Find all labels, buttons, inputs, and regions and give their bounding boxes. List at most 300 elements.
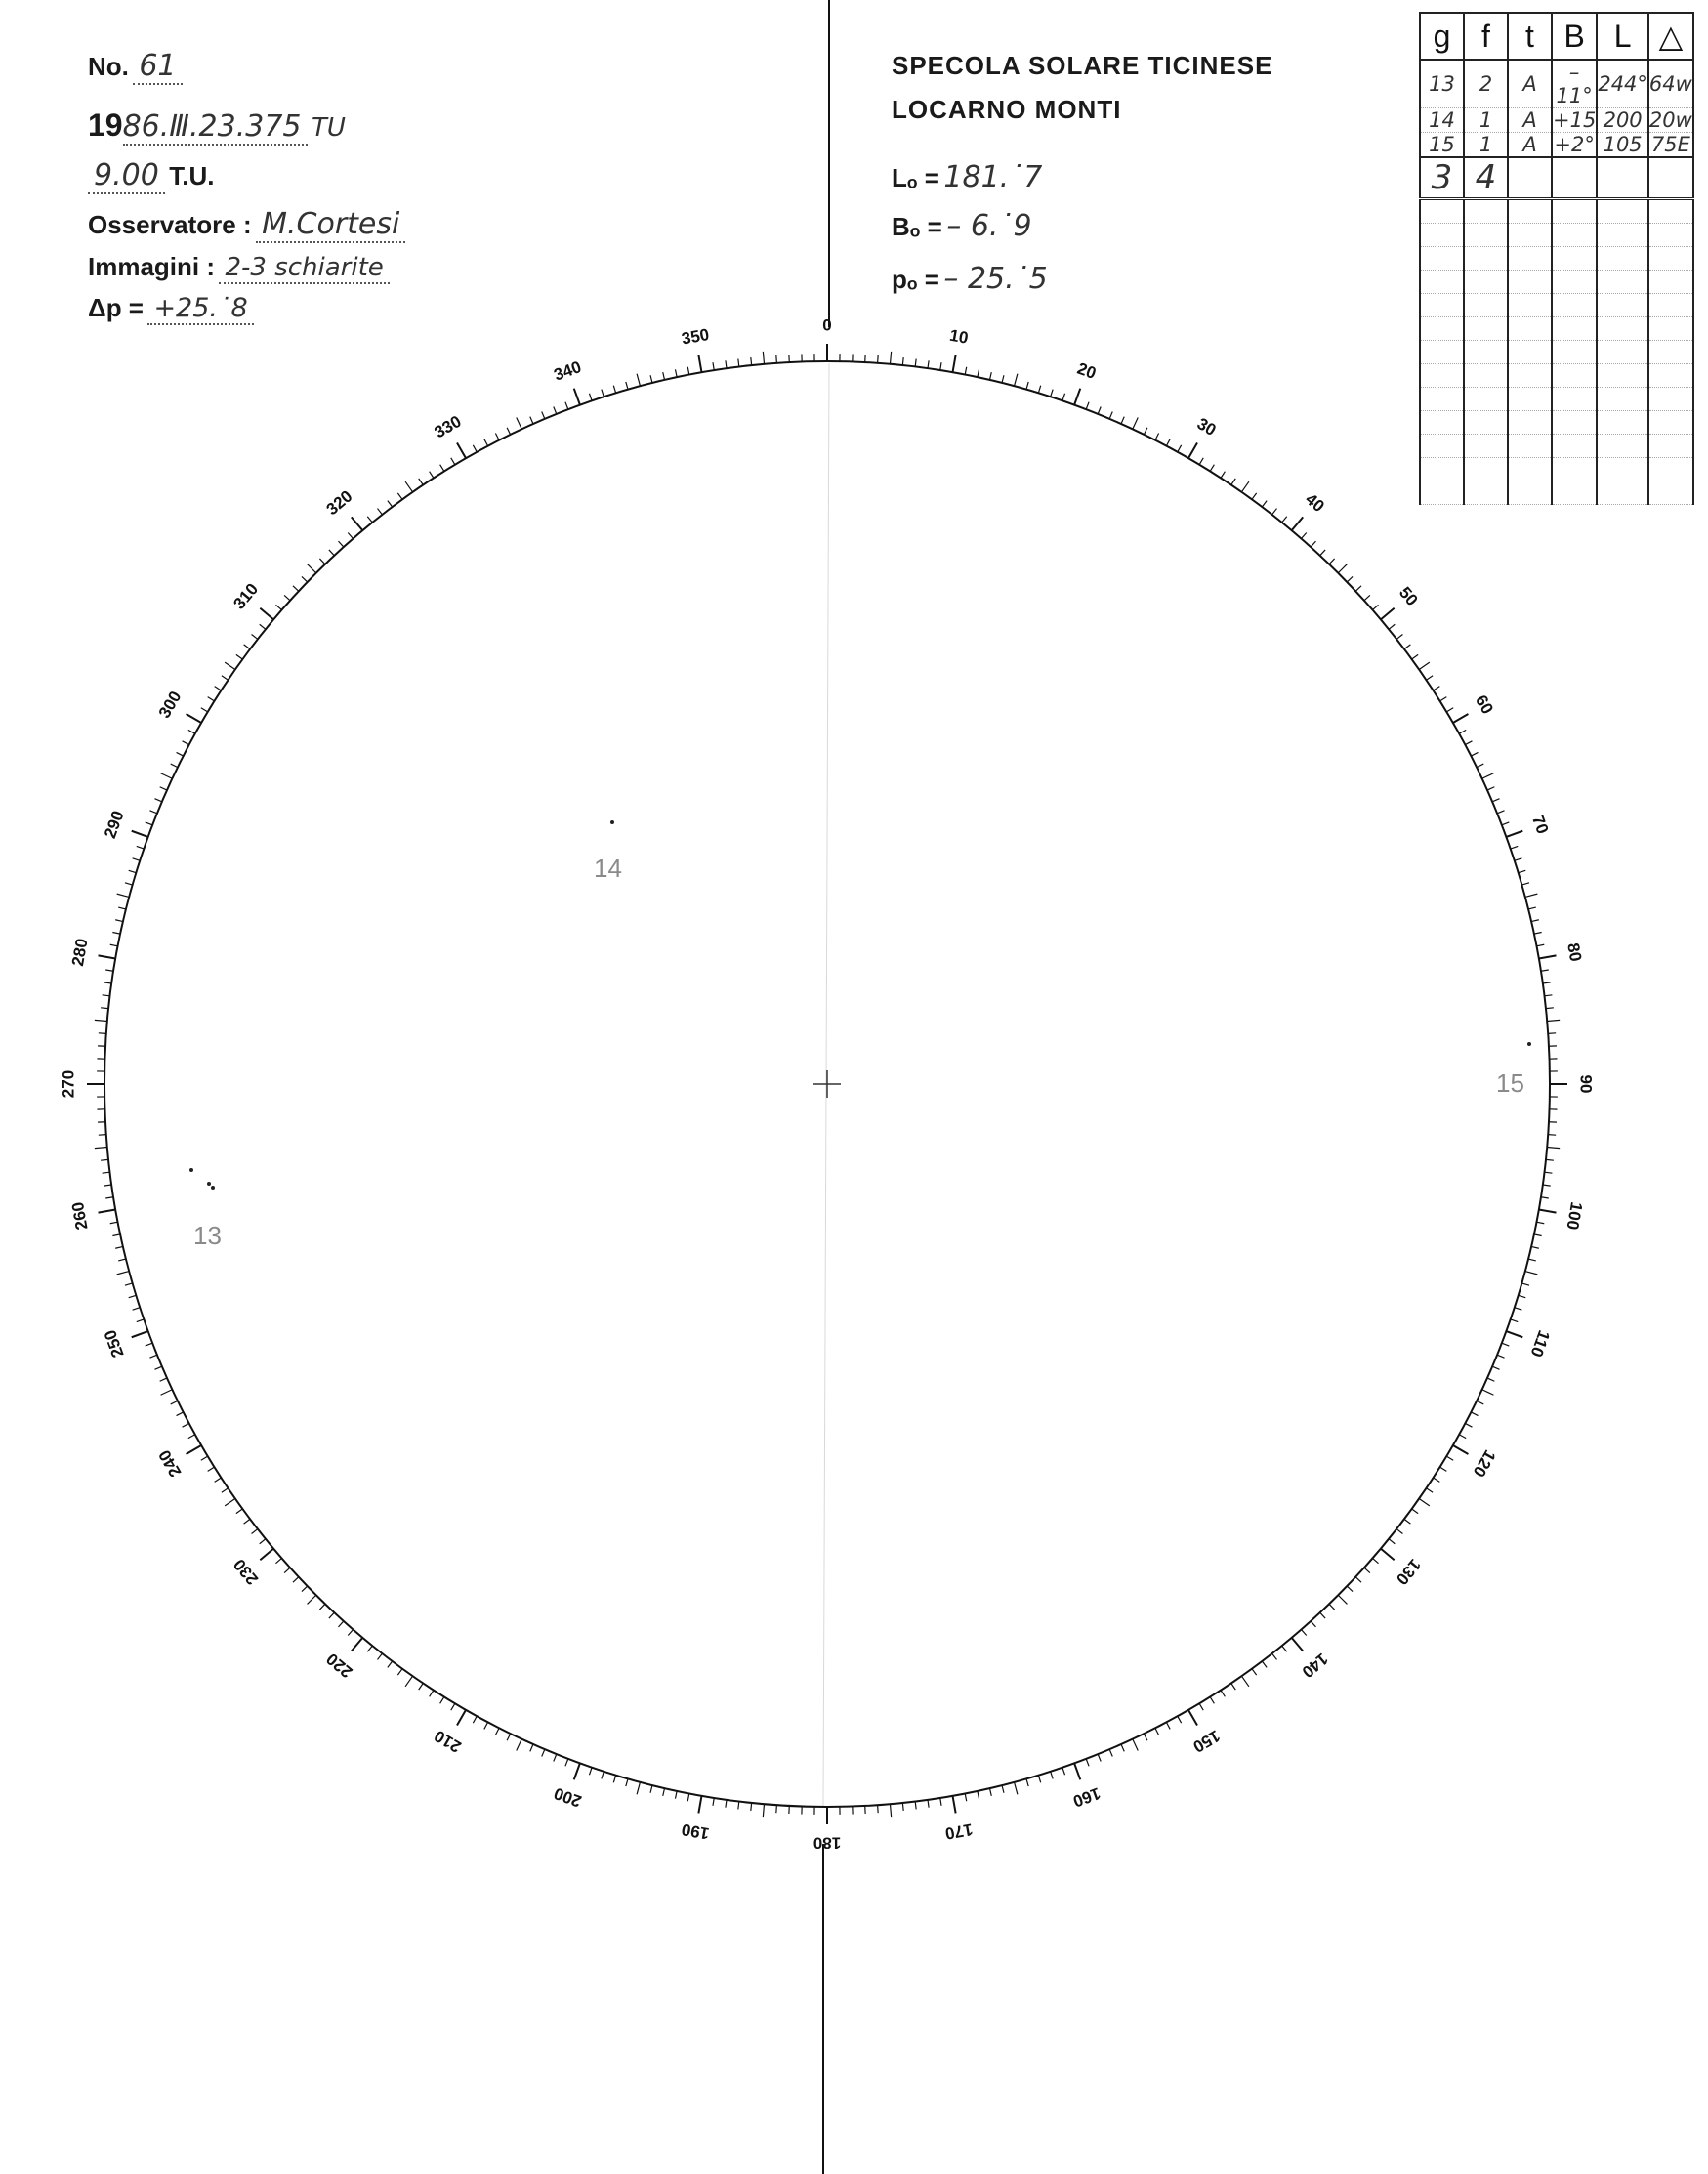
scale-tick <box>1231 1683 1235 1690</box>
scale-tick <box>1502 822 1509 825</box>
scale-tick <box>99 1209 116 1212</box>
scale-tick <box>137 1319 145 1322</box>
scale-tick <box>419 1683 423 1690</box>
scale-tick <box>103 995 110 996</box>
scale-tick <box>101 1008 108 1009</box>
scale-label: 220 <box>322 1649 356 1682</box>
scale-tick <box>105 970 113 971</box>
scale-tick <box>1026 382 1028 390</box>
scale-tick <box>1355 586 1361 591</box>
scale-tick <box>319 559 325 564</box>
images-value: 2-3 schiarite <box>219 253 389 284</box>
scale-tick <box>154 1366 161 1369</box>
scale-tick <box>405 481 412 492</box>
l0-value: 181.˙7 <box>943 160 1043 194</box>
scale-tick <box>451 458 455 465</box>
header-b: B <box>1552 13 1597 60</box>
scale-label: 180 <box>812 1833 842 1853</box>
scale-tick <box>1465 741 1472 745</box>
scale-tick <box>388 501 393 507</box>
scale-tick <box>1155 1728 1159 1735</box>
scale-tick <box>495 434 499 440</box>
scale-tick <box>1426 1488 1433 1492</box>
scale-tick <box>367 517 372 523</box>
scale-tick <box>1178 1716 1182 1723</box>
scale-tick <box>1051 1772 1053 1779</box>
cell-l: 244° <box>1597 60 1648 108</box>
scale-tick <box>146 1343 152 1346</box>
scale-tick <box>1002 375 1004 383</box>
scale-tick <box>1412 654 1418 659</box>
scale-tick <box>99 955 116 958</box>
scale-label: 100 <box>1562 1200 1587 1232</box>
scale-tick <box>338 541 343 547</box>
scale-tick <box>154 799 161 802</box>
scale-label: 350 <box>680 324 711 349</box>
scale-tick <box>225 662 235 669</box>
scale-tick <box>751 1803 752 1811</box>
scale-tick <box>574 1763 580 1779</box>
scale-tick <box>132 831 148 837</box>
scale-tick <box>1166 1722 1170 1729</box>
scale-tick <box>308 564 316 573</box>
scale-label: 310 <box>229 579 263 613</box>
scale-tick <box>329 550 334 556</box>
scale-tick <box>1419 662 1430 669</box>
scale-tick <box>103 1172 110 1173</box>
scale-tick <box>1252 1669 1257 1675</box>
scale-tick <box>1199 458 1203 465</box>
cell-g: 15 <box>1420 133 1464 158</box>
scale-tick <box>1121 417 1124 424</box>
scale-tick <box>1098 406 1101 413</box>
scale-tick <box>95 1147 107 1148</box>
scale-label: 120 <box>1469 1446 1500 1481</box>
header-g: g <box>1420 13 1464 60</box>
time-suffix: T.U. <box>169 161 215 190</box>
scale-tick <box>738 359 739 367</box>
scale-tick <box>1320 1612 1325 1618</box>
scale-tick <box>177 1412 184 1416</box>
scale-tick <box>1311 541 1315 547</box>
scale-tick <box>915 1801 916 1809</box>
scale-tick <box>776 355 777 363</box>
scale-tick <box>1528 1259 1536 1261</box>
scale-tick <box>149 1355 156 1358</box>
scale-tick <box>698 1796 701 1814</box>
scale-tick <box>1086 1759 1089 1766</box>
scale-tick <box>1372 605 1378 609</box>
scale-tick <box>517 1739 521 1751</box>
scale-tick <box>260 1539 266 1544</box>
scale-tick <box>663 372 665 380</box>
scale-tick <box>1534 1234 1542 1236</box>
scale-tick <box>1543 1185 1551 1186</box>
scale-tick <box>293 1577 299 1582</box>
cell-l: 200 <box>1597 108 1648 133</box>
scale-tick <box>698 355 701 373</box>
scale-tick <box>952 355 955 373</box>
time-value: 9.00 <box>88 158 165 194</box>
scale-tick <box>473 445 477 452</box>
scale-tick <box>110 1222 118 1224</box>
scale-tick <box>284 595 290 600</box>
scale-tick <box>146 822 152 825</box>
scale-tick <box>915 359 916 367</box>
observatory-location: LOCARNO MONTI <box>892 95 1122 124</box>
scale-tick <box>1364 595 1370 600</box>
scale-label: 60 <box>1471 691 1497 718</box>
scale-tick <box>1144 1734 1147 1740</box>
scale-tick <box>613 1776 615 1783</box>
scale-tick <box>687 1793 689 1801</box>
scale-tick <box>1521 1283 1529 1285</box>
axis-line-inner <box>823 363 829 1807</box>
scale-tick <box>1272 509 1277 515</box>
scale-tick <box>602 1772 604 1779</box>
scale-tick <box>1521 883 1529 885</box>
scale-tick <box>554 1754 557 1761</box>
scale-tick <box>1434 687 1440 690</box>
scale-tick <box>1015 1782 1018 1795</box>
scale-tick <box>1121 1744 1124 1751</box>
scale-tick <box>201 708 208 712</box>
cell-l: 105 <box>1597 133 1648 158</box>
observer-value: M.Cortesi <box>256 207 405 243</box>
scale-tick <box>1525 1272 1538 1275</box>
cell-b: +2° <box>1552 133 1597 158</box>
scale-tick <box>377 1653 382 1659</box>
scale-label: 330 <box>431 411 465 442</box>
scale-tick <box>1426 676 1433 680</box>
scale-tick <box>1381 1549 1395 1561</box>
scale-tick <box>187 714 202 723</box>
scale-tick <box>129 870 137 872</box>
scale-tick <box>115 920 123 922</box>
scale-tick <box>890 352 891 364</box>
scale-label: 40 <box>1302 489 1328 517</box>
cell-t: A <box>1508 133 1552 158</box>
b0-label: Bₒ = <box>892 212 942 241</box>
scale-tick <box>1546 1159 1554 1160</box>
scale-tick <box>1015 374 1018 387</box>
scale-label: 300 <box>154 688 186 722</box>
scale-tick <box>118 907 126 909</box>
scale-tick <box>1292 1638 1304 1651</box>
scale-tick <box>1133 418 1138 430</box>
scale-tick <box>1453 1445 1469 1454</box>
scale-label: 260 <box>67 1200 92 1232</box>
scale-tick <box>117 1272 130 1275</box>
scale-tick <box>1231 479 1235 485</box>
scale-tick <box>890 1804 891 1817</box>
group-label-14: 14 <box>594 854 622 883</box>
scale-tick <box>105 1197 113 1198</box>
scale-tick <box>1338 1595 1347 1604</box>
scale-tick <box>940 362 941 370</box>
scale-tick <box>133 1308 141 1310</box>
cell-delta: 20w <box>1648 108 1692 132</box>
scale-tick <box>1262 1661 1267 1667</box>
scale-tick <box>125 1283 133 1285</box>
scale-tick <box>663 1788 665 1796</box>
scale-tick <box>1188 1710 1197 1726</box>
scale-tick <box>440 1697 444 1704</box>
header-f: f <box>1464 13 1508 60</box>
scale-tick <box>160 787 167 790</box>
scale-tick <box>1364 1568 1370 1572</box>
group-label-15: 15 <box>1496 1068 1524 1098</box>
scale-tick <box>95 1020 107 1021</box>
scale-tick <box>125 883 133 885</box>
scale-tick <box>451 1703 455 1710</box>
scale-tick <box>589 394 592 401</box>
scale-tick <box>1548 1033 1556 1034</box>
scale-tick <box>275 605 281 609</box>
scale-tick <box>1525 894 1538 897</box>
scale-tick <box>484 439 488 446</box>
scale-tick <box>1062 1768 1065 1776</box>
scale-tick <box>726 1800 727 1808</box>
scale-tick <box>878 355 879 363</box>
scale-tick <box>457 443 466 459</box>
scale-tick <box>112 932 120 934</box>
cell-f: 1 <box>1464 108 1508 133</box>
scale-tick <box>236 1509 242 1514</box>
scale-tick <box>1178 445 1182 452</box>
scale-label: 290 <box>101 808 128 841</box>
scale-tick <box>1541 1197 1549 1198</box>
scale-label: 150 <box>1189 1726 1224 1757</box>
scale-tick <box>1453 714 1469 723</box>
scale-tick <box>388 1661 393 1667</box>
scale-tick <box>1098 1754 1101 1761</box>
scale-tick <box>352 1638 363 1651</box>
scale-tick <box>1404 645 1410 649</box>
scale-tick <box>133 858 141 860</box>
scale-label: 0 <box>822 315 832 335</box>
scale-tick <box>507 1734 511 1740</box>
scale-tick <box>1396 1529 1402 1534</box>
scale-tick <box>1471 1412 1478 1416</box>
scale-tick <box>484 1722 488 1729</box>
scale-tick <box>1355 1577 1361 1582</box>
scale-tick <box>763 352 764 364</box>
scale-tick <box>308 1595 316 1604</box>
date-prefix: 19 <box>88 107 123 143</box>
scale-tick <box>1446 1456 1453 1460</box>
scale-tick <box>1511 1319 1519 1322</box>
scale-tick <box>1026 1778 1028 1786</box>
images-label: Immagini : <box>88 252 216 281</box>
scale-tick <box>260 608 273 620</box>
scale-tick <box>530 417 533 424</box>
cell-delta: 64w <box>1648 60 1693 108</box>
scale-tick <box>1544 995 1552 996</box>
scale-tick <box>1515 1308 1522 1310</box>
scale-tick <box>952 1796 955 1814</box>
scale-tick <box>965 1793 967 1801</box>
b0-value: – 6.˙9 <box>946 209 1032 243</box>
scale-tick <box>1329 559 1335 564</box>
cell-t: A <box>1508 108 1552 133</box>
scale-tick <box>1347 1586 1353 1592</box>
scale-tick <box>419 479 423 485</box>
scale-tick <box>101 1159 108 1160</box>
scale-tick <box>626 1778 628 1786</box>
scale-tick <box>352 517 363 530</box>
scale-tick <box>1531 920 1539 922</box>
scale-tick <box>1543 982 1551 983</box>
scale-tick <box>1511 846 1519 849</box>
scale-tick <box>1531 1246 1539 1248</box>
scale-tick <box>188 730 195 733</box>
scale-tick <box>1492 799 1499 802</box>
scale-label: 90 <box>1576 1074 1596 1094</box>
scale-tick <box>244 1519 250 1524</box>
scale-label: 320 <box>322 486 356 520</box>
number-value: 61 <box>133 49 182 85</box>
scale-tick <box>1396 634 1402 639</box>
scale-tick <box>367 1646 372 1651</box>
scale-tick <box>137 846 145 849</box>
scale-tick <box>1166 439 1170 446</box>
scale-tick <box>1241 481 1248 492</box>
scale-tick <box>1301 1629 1306 1635</box>
scale-tick <box>302 576 308 582</box>
scale-label: 250 <box>101 1327 128 1360</box>
sunspot <box>1527 1042 1531 1046</box>
scale-tick <box>650 1785 652 1793</box>
scale-tick <box>1515 858 1522 860</box>
scale-tick <box>1446 708 1453 712</box>
scale-tick <box>565 1759 568 1766</box>
sunspot <box>610 820 614 824</box>
scale-tick <box>1086 402 1089 409</box>
scale-tick <box>565 402 568 409</box>
scale-tick <box>1519 1295 1526 1297</box>
scale-tick <box>1404 1519 1410 1524</box>
delta-p-value: +25.˙8 <box>147 293 253 325</box>
cell-t: A <box>1508 60 1552 108</box>
sunspot <box>211 1186 215 1190</box>
scale-tick <box>99 1033 106 1034</box>
scale-tick <box>1419 1498 1430 1505</box>
observatory-name: SPECOLA SOLARE TICINESE <box>892 51 1273 80</box>
scale-tick <box>1459 1435 1466 1439</box>
scale-tick <box>1002 1785 1004 1793</box>
scale-tick <box>118 1259 126 1261</box>
cell-g: 14 <box>1420 108 1464 133</box>
scale-tick <box>878 1805 879 1813</box>
sunspot <box>189 1168 193 1172</box>
scale-tick <box>902 1803 903 1811</box>
scale-label: 190 <box>680 1819 711 1844</box>
scale-tick <box>1144 428 1147 435</box>
scale-tick <box>1536 1222 1544 1224</box>
scale-tick <box>1539 955 1557 958</box>
scale-tick <box>183 741 189 745</box>
scale-tick <box>225 1498 235 1505</box>
scale-tick <box>713 362 714 370</box>
scale-tick <box>978 1791 979 1799</box>
scale-tick <box>1534 932 1542 934</box>
sunspot <box>207 1182 211 1186</box>
scale-tick <box>1492 1366 1499 1369</box>
l0-label: Lₒ = <box>892 163 939 192</box>
scale-tick <box>1497 811 1504 814</box>
date-suffix: TU <box>311 113 346 143</box>
scale-label: 130 <box>1392 1555 1425 1589</box>
scale-tick <box>1252 493 1257 499</box>
scale-tick <box>1320 550 1325 556</box>
scale-tick <box>161 773 173 778</box>
scale-tick <box>1519 870 1526 872</box>
scale-tick <box>110 944 118 946</box>
scale-label: 80 <box>1563 941 1586 964</box>
scale-tick <box>1389 1539 1395 1544</box>
group-label-13: 13 <box>193 1221 222 1250</box>
scale-tick <box>626 382 628 390</box>
scale-tick <box>129 1295 137 1297</box>
scale-tick <box>602 390 604 397</box>
scale-tick <box>1210 1697 1214 1704</box>
scale-tick <box>1338 564 1347 573</box>
scale-tick <box>1282 1646 1287 1651</box>
scale-tick <box>171 1401 178 1404</box>
scale-tick <box>1301 532 1306 538</box>
scale-tick <box>132 1331 148 1337</box>
scale-tick <box>1440 1467 1447 1471</box>
scale-label: 340 <box>551 357 584 385</box>
scale-tick <box>252 1529 258 1534</box>
scale-label: 30 <box>1193 414 1220 440</box>
scale-tick <box>293 586 299 591</box>
scale-tick <box>244 645 250 649</box>
scale-tick <box>940 1798 941 1806</box>
scale-label: 160 <box>1070 1783 1104 1811</box>
scale-tick <box>989 372 991 380</box>
scale-tick <box>188 1435 195 1439</box>
scale-tick <box>1440 697 1447 701</box>
header-t: t <box>1508 13 1552 60</box>
scale-tick <box>430 472 434 479</box>
scale-tick <box>776 1805 777 1813</box>
disk-center-cross <box>813 1070 841 1098</box>
scale-tick <box>928 360 929 368</box>
scale-tick <box>215 1478 222 1482</box>
scale-tick <box>1544 1172 1552 1173</box>
scale-tick <box>260 1549 273 1561</box>
scale-tick <box>348 532 353 538</box>
scale-tick <box>1548 1135 1556 1136</box>
scale-tick <box>675 1791 677 1799</box>
scale-tick <box>1221 472 1225 479</box>
scale-tick <box>1547 1147 1560 1148</box>
scale-tick <box>1506 831 1522 837</box>
scale-tick <box>542 1749 545 1756</box>
scale-tick <box>1210 465 1214 472</box>
scale-tick <box>457 1710 466 1726</box>
scale-tick <box>978 369 979 377</box>
scale-tick <box>1155 434 1159 440</box>
scale-tick <box>1487 787 1494 790</box>
scale-tick <box>1109 411 1112 418</box>
scale-tick <box>495 1728 499 1735</box>
scale-tick <box>329 1612 334 1618</box>
scale-tick <box>1459 730 1466 733</box>
scale-label: 10 <box>947 325 970 348</box>
